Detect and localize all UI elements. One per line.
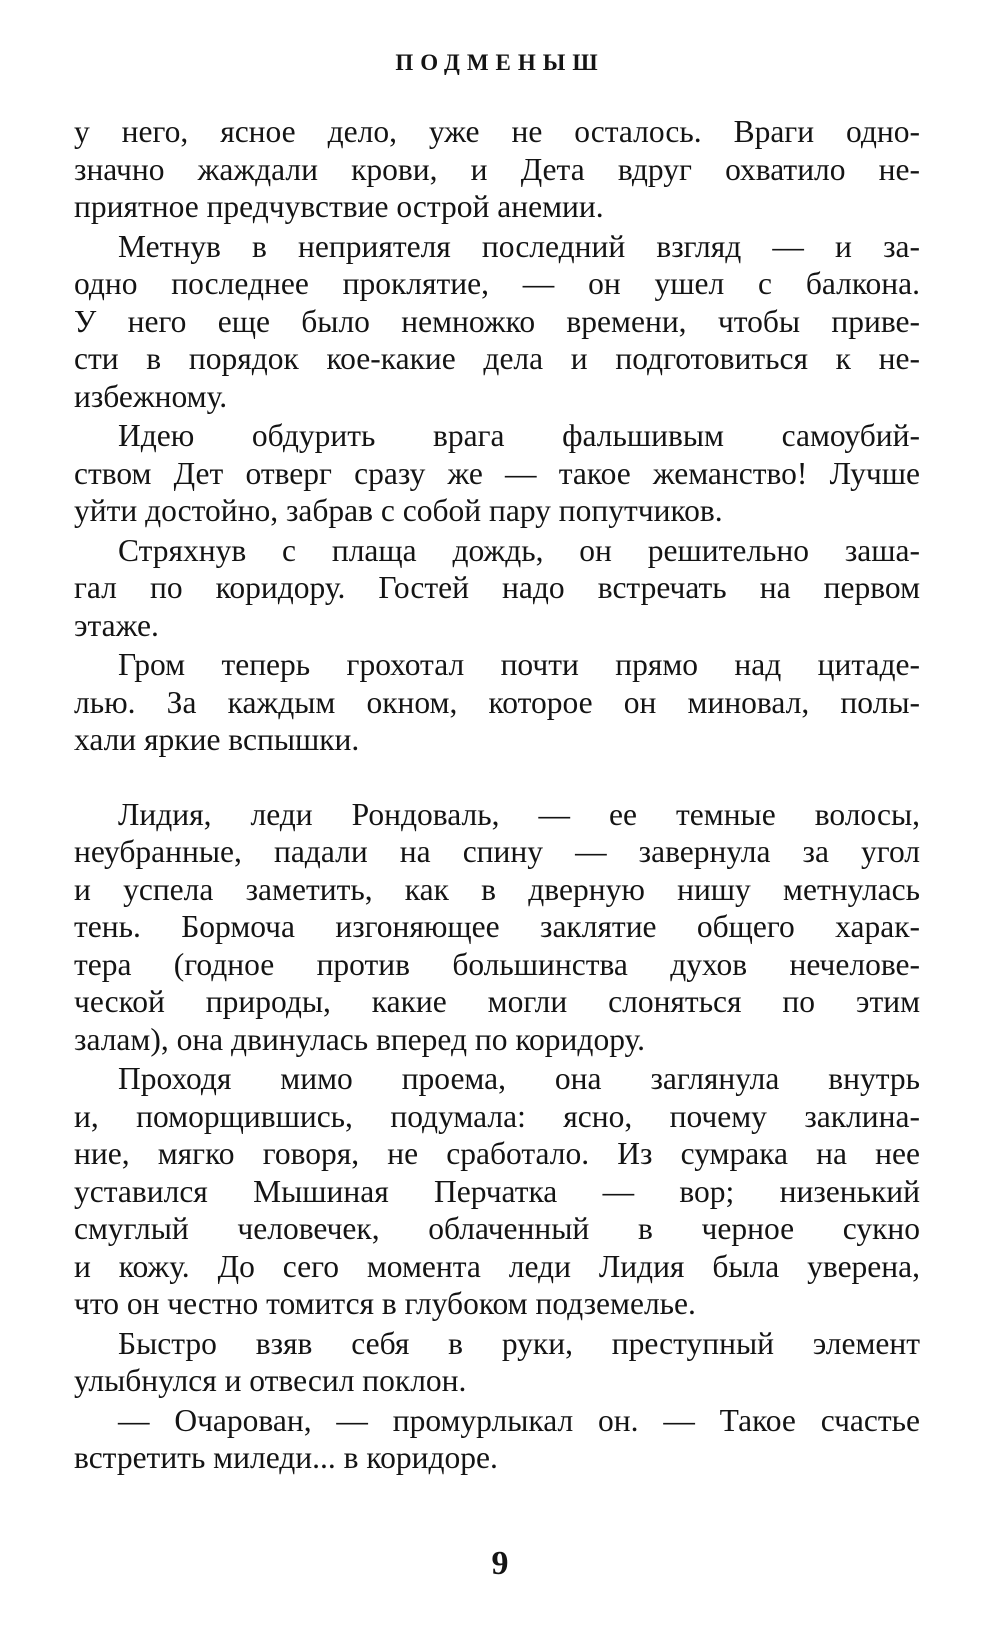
paragraph: [74, 796, 920, 1059]
paragraph: [74, 1325, 920, 1400]
text-line: уйти достойно, забрав с собой пару попутчиков.: [74, 493, 723, 528]
text-line: и кожу. До сего момента леди Лидия была уверена,: [74, 1248, 920, 1284]
text-line: Метнув в неприятеля последний взгляд — и за-: [118, 228, 920, 264]
text-line: и успела заметить, как в дверную нишу метнулась: [74, 871, 920, 907]
text-line: что он честно томится в глубоком подземелье.: [74, 1286, 696, 1321]
text-line: уставился Мышиная Перчатка — вор; низенький: [74, 1173, 920, 1209]
paragraph: [74, 1402, 920, 1477]
page-number: 9: [491, 1545, 509, 1582]
text-line: Гром теперь грохотал почти прямо над цитаде-: [118, 647, 920, 682]
text-line: избежному.: [74, 378, 228, 414]
text-line: смуглый человечек, облаченный в черное сукно: [74, 1211, 920, 1246]
paragraph: [74, 646, 920, 759]
text-line: гал по коридору. Гостей надо встречать на первом: [74, 570, 920, 605]
section-break: [74, 759, 920, 796]
text-line: залам), она двинулась вперед по коридору.: [74, 1021, 645, 1057]
paragraph: [74, 532, 920, 645]
text-line: и, поморщившись, подумала: ясно, почему заклина-: [74, 1098, 920, 1134]
text-line: неубранные, падали на спину — завернула за угол: [74, 834, 920, 869]
text-line: Идею обдурить врага фальшивым самоубий-: [118, 418, 920, 453]
text-line: лью. За каждым окном, которое он миновал, полы-: [74, 684, 920, 720]
text-line: хали яркие вспышки.: [74, 722, 360, 757]
paragraph: [74, 1060, 920, 1323]
paragraph: [74, 417, 920, 530]
text-line: у него, ясное дело, уже не осталось. Враги одно-: [74, 114, 920, 149]
text-line: У него еще было немножко времени, чтобы приве-: [74, 303, 920, 339]
text-line: Стряхнув с плаща дождь, он решительно заша-: [118, 532, 920, 568]
text-line: Проходя мимо проема, она заглянула внутрь: [118, 1061, 920, 1096]
text-line: тень. Бормоча изгоняющее заклятие общего харак-: [74, 909, 920, 944]
text-line: ческой природы, какие могли слоняться по этим: [74, 984, 920, 1019]
text-line: ние, мягко говоря, не сработало. Из сумрака на нее: [74, 1136, 920, 1171]
text-line: улыбнулся и отвесил поклон.: [74, 1363, 467, 1398]
text-line: тера (годное против большинства духов нечелове-: [74, 946, 920, 982]
text-line: ством Дет отверг сразу же — такое жеманство! Лучше: [74, 455, 920, 491]
text-line: одно последнее проклятие, — он ушел с балкона.: [74, 266, 920, 301]
text-line: встретить миледи... в коридоре.: [74, 1440, 498, 1475]
text-line: приятное предчувствие острой анемии.: [74, 189, 604, 224]
paragraph: [74, 113, 920, 226]
body-text: [74, 113, 920, 1477]
text-line: — Очарован, — промурлыкал он. — Такое счастье: [118, 1402, 920, 1438]
paragraph: [74, 228, 920, 416]
text-line: сти в порядок кое-какие дела и подготовиться к не-: [74, 341, 920, 376]
running-head: ПОДМЕНЫШ: [395, 50, 605, 75]
text-line: Лидия, леди Рондоваль, — ее темные волосы,: [118, 796, 920, 832]
text-line: значно жаждали крови, и Дета вдруг охватило не-: [74, 151, 920, 187]
text-line: Быстро взяв себя в руки, преступный элемент: [118, 1325, 920, 1361]
text-line: этаже.: [74, 607, 159, 643]
